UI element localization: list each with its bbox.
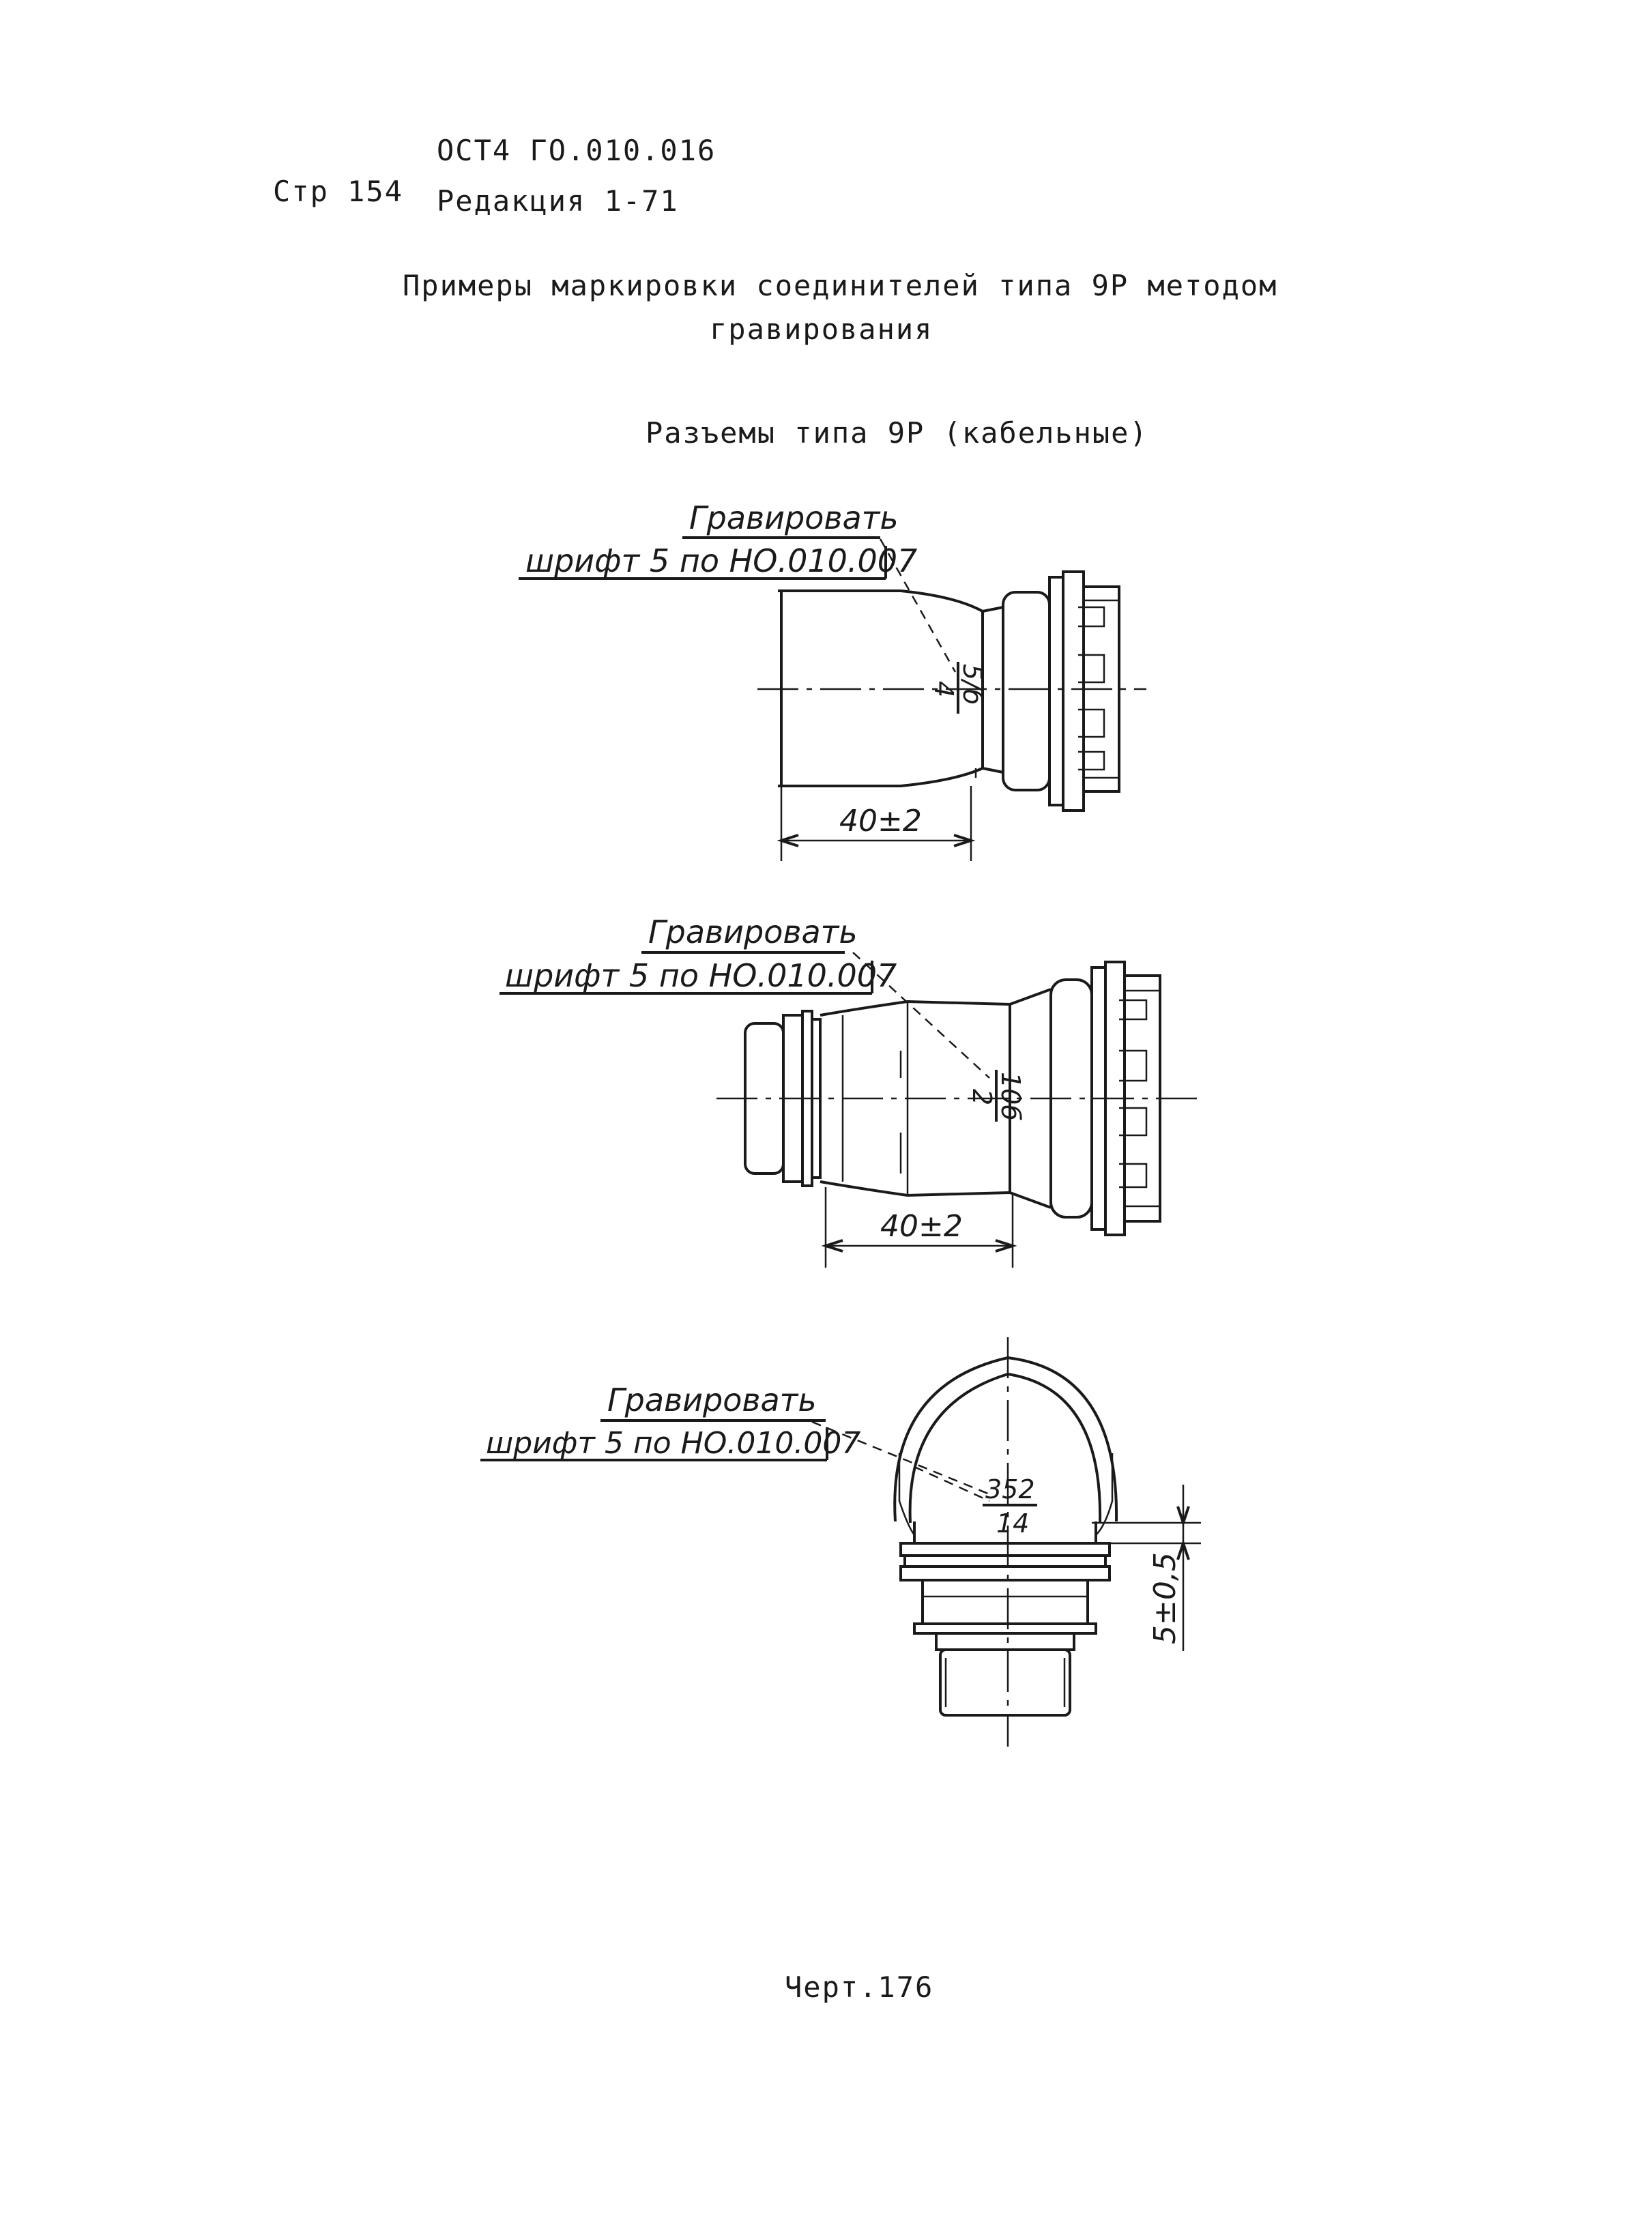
figure-number: Черт.176 (785, 1970, 934, 2004)
drawing-1-dimension: 40±2 (839, 804, 922, 839)
drawing-2-marking-top: 10б (996, 1072, 1026, 1121)
drawing-2-label-line1: Гравировать (648, 914, 858, 950)
edition: Редакция 1-71 (437, 184, 679, 218)
page-title-line1: Примеры маркировки соединителей типа 9Р методом (403, 269, 1278, 302)
page-title-line2: гравирования (710, 312, 933, 346)
drawing-3-label-line2: шрифт 5 по НО.010.007 (486, 1426, 861, 1461)
drawing-1-marking-top: 5/б (957, 664, 987, 705)
drawing-2-cable-connector (499, 914, 1201, 1268)
drawing-2-marking-bottom: 2 (967, 1089, 997, 1106)
drawing-1-marking-bottom: 4 (929, 681, 959, 698)
drawing-3-marking-bottom: 14 (996, 1508, 1030, 1539)
drawing-1-cable-connector (519, 499, 1146, 861)
page-number: Стр 154 (273, 175, 404, 208)
drawing-3-marking-top: 352 (985, 1474, 1035, 1504)
drawing-3-label-line1: Гравировать (607, 1382, 817, 1418)
doc-code: ОСТ4 ГО.010.016 (437, 134, 716, 167)
drawing-3-angled-connector (480, 1337, 1201, 1747)
drawing-2-dimension: 40±2 (880, 1209, 963, 1244)
drawing-1-label-line1: Гравировать (689, 499, 899, 536)
drawing-2-label-line2: шрифт 5 по НО.010.007 (505, 957, 897, 994)
subtitle: Разъемы типа 9Р (кабельные) (646, 416, 1148, 450)
drawing-3-dimension: 5±0,5 (1148, 1552, 1183, 1644)
drawing-1-label-line2: шрифт 5 по НО.010.007 (525, 542, 918, 579)
